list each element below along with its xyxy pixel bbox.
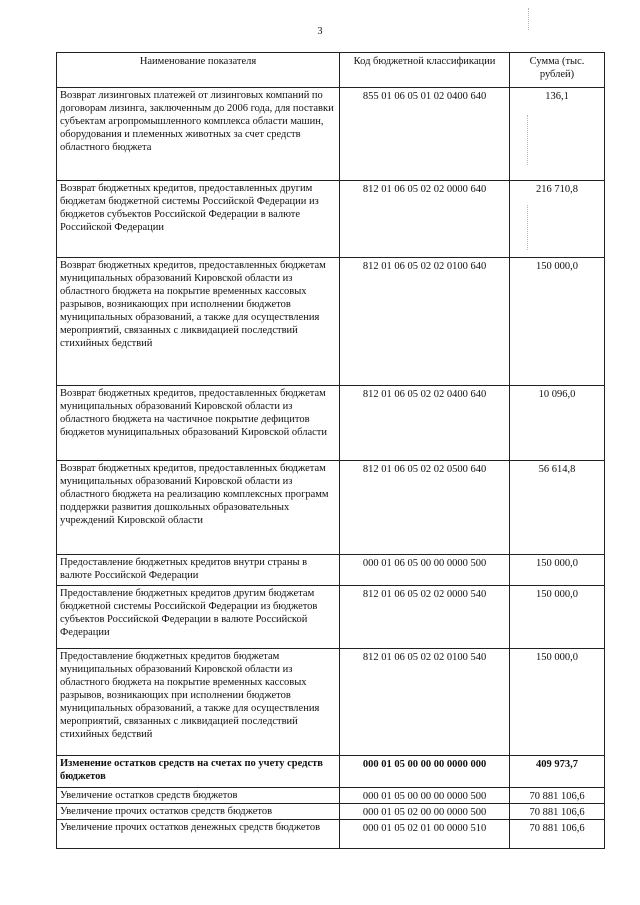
row-name: Возврат бюджетных кредитов, предоставленных бюджетам муниципальных образований Кировской области из областного бюджета на покрытие временных кассовых разрывов, возникающих при исполнении бюджетов муниципальных образований, а также для осуществления мероприятий, связанных с ликвидацией последствий стихийных бедствий — [57, 258, 340, 386]
row-sum: 56 614,8 — [510, 461, 605, 555]
row-name: Возврат лизинговых платежей от лизинговых компаний по договорам лизинга, заключенным до 2006 года, для поставки субъектам агропромышленного комплекса области машин, оборудования и племенных животных за счет средств областного бюджета — [57, 88, 340, 181]
row-sum: 150 000,0 — [510, 649, 605, 756]
page-number: 3 — [317, 26, 323, 37]
row-code: 812 01 06 05 02 02 0100 540 — [340, 649, 510, 756]
row-sum: 216 710,8 — [510, 181, 605, 258]
row-code: 812 01 06 05 02 02 0500 640 — [340, 461, 510, 555]
row-code: 812 01 06 05 02 02 0000 640 — [340, 181, 510, 258]
row-name: Увеличение прочих остатков денежных средств бюджетов — [57, 820, 340, 849]
row-name: Предоставление бюджетных кредитов другим бюджетам бюджетной системы Российской Федерации из бюджетов субъектов Российской Федерации в валюте Российской Федерации — [57, 586, 340, 649]
table-row — [57, 386, 605, 461]
row-name: Увеличение прочих остатков средств бюджетов — [57, 804, 340, 820]
row-sum: 150 000,0 — [510, 555, 605, 586]
scan-artifact-mark — [527, 115, 528, 165]
row-name: Предоставление бюджетных кредитов бюджетам муниципальных образований Кировской области из областного бюджета на покрытие временных кассовых разрывов, возникающих при исполнении бюджетов муниципальных образований, а также для осуществления мероприятий, связанных с ликвидацией последствий стихийных бедствий — [57, 649, 340, 756]
row-name: Возврат бюджетных кредитов, предоставленных бюджетам муниципальных образований Кировской области из областного бюджета на частичное покрытие дефицитов бюджетов муниципальных образований Кировской области — [57, 386, 340, 461]
table-row — [57, 555, 605, 586]
row-name: Возврат бюджетных кредитов, предоставленных другим бюджетам бюджетной системы Российской Федерации из бюджетов субъектов Российской Федерации в валюте Российской Федерации — [57, 181, 340, 258]
row-code: 855 01 06 05 01 02 0400 640 — [340, 88, 510, 181]
row-code: 812 01 06 05 02 02 0100 640 — [340, 258, 510, 386]
row-code: 000 01 05 02 01 00 0000 510 — [340, 820, 510, 849]
row-code: 000 01 05 00 00 00 0000 000 — [340, 756, 510, 788]
budget-sources-table — [56, 52, 605, 849]
table-row-total — [57, 756, 605, 788]
row-sum: 409 973,7 — [510, 756, 605, 788]
row-sum: 150 000,0 — [510, 586, 605, 649]
row-code: 000 01 06 05 00 00 0000 500 — [340, 555, 510, 586]
row-sum: 70 881 106,6 — [510, 820, 605, 849]
table-row — [57, 788, 605, 804]
row-code: 000 01 05 02 00 00 0000 500 — [340, 804, 510, 820]
header-code: Код бюджетной классификации — [340, 53, 510, 88]
row-name: Изменение остатков средств на счетах по учету средств бюджетов — [57, 756, 340, 788]
row-code: 000 01 05 00 00 00 0000 500 — [340, 788, 510, 804]
row-name: Предоставление бюджетных кредитов внутри страны в валюте Российской Федерации — [57, 555, 340, 586]
row-sum: 150 000,0 — [510, 258, 605, 386]
table-row — [57, 820, 605, 849]
row-sum: 136,1 — [510, 88, 605, 181]
row-sum: 70 881 106,6 — [510, 804, 605, 820]
row-code: 812 01 06 05 02 02 0400 640 — [340, 386, 510, 461]
row-name: Возврат бюджетных кредитов, предоставленных бюджетам муниципальных образований Кировской области из областного бюджета на реализацию комплексных программ поддержки развития дошкольных образовательных учреждений Кировской области — [57, 461, 340, 555]
table-row — [57, 181, 605, 258]
scan-artifact-mark — [527, 205, 528, 250]
table-row — [57, 461, 605, 555]
header-sum: Сумма (тыс. рублей) — [510, 53, 605, 88]
row-code: 812 01 06 05 02 02 0000 540 — [340, 586, 510, 649]
table-row — [57, 258, 605, 386]
table-row — [57, 586, 605, 649]
scan-artifact-mark — [528, 8, 529, 30]
row-name: Увеличение остатков средств бюджетов — [57, 788, 340, 804]
table-header-row — [57, 53, 605, 88]
row-sum: 70 881 106,6 — [510, 788, 605, 804]
row-sum: 10 096,0 — [510, 386, 605, 461]
table-row — [57, 88, 605, 181]
table-row — [57, 804, 605, 820]
table-row — [57, 649, 605, 756]
header-name: Наименование показателя — [57, 53, 340, 88]
